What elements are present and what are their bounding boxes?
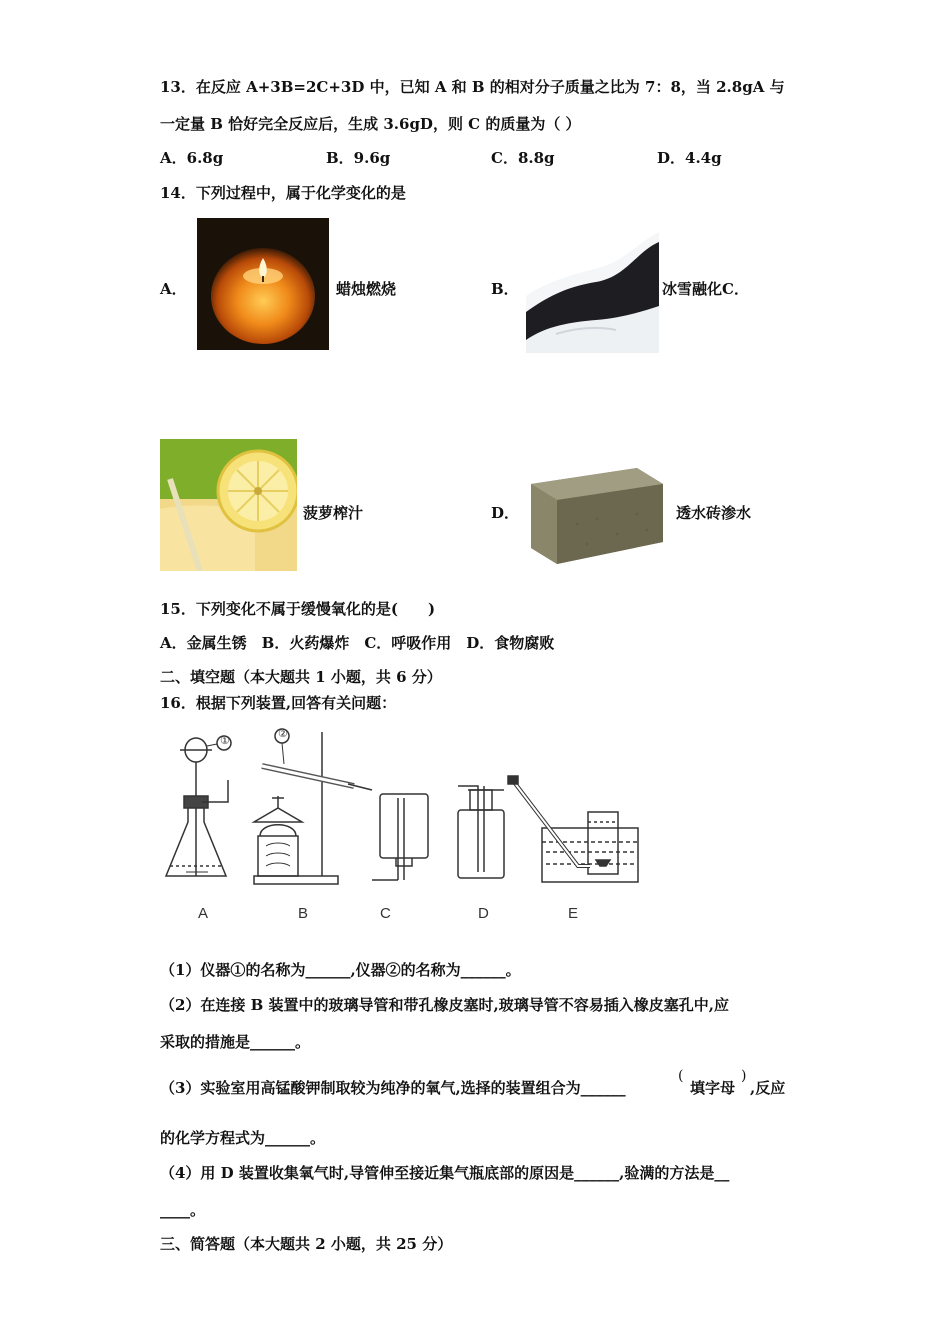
section-2-heading: 二、填空题（本大题共 1 小题，共 6 分） xyxy=(160,668,442,686)
q15-stem: 15．下列变化不属于缓慢氧化的是( ) xyxy=(160,600,436,618)
q16-part-3-paren-close: ) xyxy=(741,1068,747,1084)
q16-part-3-line1: （3）实验室用高锰酸钾制取较为纯净的氧气,选择的装置组合为______ xyxy=(160,1079,626,1097)
q14-stem: 14．下列过程中，属于化学变化的是 xyxy=(160,184,406,202)
q14-option-b-letter: B． xyxy=(491,280,519,298)
q16-part-2-line1: （2）在连接 B 装置中的玻璃导管和带孔橡皮塞时,玻璃导管不容易插入橡皮塞孔中,应 xyxy=(160,996,730,1014)
apparatus-label-a: A xyxy=(198,905,209,922)
q16-stem: 16．根据下列装置,回答有关问题： xyxy=(160,694,397,712)
marker-2: ② xyxy=(278,728,288,740)
q13-line2: 一定量 B 恰好完全反应后，生成 3.6gD，则 C 的质量为（ ） xyxy=(160,115,581,133)
q14-option-a-letter: A． xyxy=(160,280,187,298)
apparatus-d xyxy=(458,786,504,878)
q14-option-d-letter: D． xyxy=(491,504,520,522)
apparatus-b xyxy=(254,732,372,884)
q13-option-a: A．6.8g xyxy=(160,149,224,167)
q16-part-1: （1）仪器①的名称为______,仪器②的名称为______。 xyxy=(160,961,521,979)
marker-1: ① xyxy=(220,735,230,747)
q16-part-4-line1: （4）用 D 装置收集氧气时,导管伸至接近集气瓶底部的原因是______,验满的方法是__ xyxy=(160,1164,730,1182)
q16-part-3-fill-hint: 填字母 xyxy=(690,1079,736,1097)
q14-option-a-text: 蜡烛燃烧 xyxy=(336,280,397,298)
q13-option-c: C．8.8g xyxy=(491,149,555,167)
lemon-juice-image xyxy=(160,439,297,571)
q14-option-c-text: 菠萝榨汁 xyxy=(303,504,364,522)
q14-option-d-text: 透水砖渗水 xyxy=(676,504,752,522)
q16-part-3-after: ,反应 xyxy=(750,1079,786,1097)
apparatus-diagram xyxy=(158,726,648,926)
section-3-heading: 三、简答题（本大题共 2 小题，共 25 分） xyxy=(160,1235,453,1253)
q14-option-b-text: 冰雪融化C． xyxy=(662,280,749,298)
apparatus-label-c: C xyxy=(380,905,391,922)
apparatus-c xyxy=(372,794,428,880)
apparatus-label-e: E xyxy=(568,905,579,922)
q16-part-2-line2: 采取的措施是______。 xyxy=(160,1033,311,1051)
q13-option-d: D．4.4g xyxy=(657,149,722,167)
apparatus-e xyxy=(508,776,638,882)
q15-options: A．金属生锈 B．火药爆炸 C．呼吸作用 D．食物腐败 xyxy=(160,634,555,652)
melting-snow-image xyxy=(526,222,659,353)
apparatus-a xyxy=(166,738,228,876)
q16-part-3-paren-open: ( xyxy=(678,1068,684,1084)
apparatus-label-b: B xyxy=(298,905,309,922)
q13-line1: 13．在反应 A+3B=2C+3D 中，已知 A 和 B 的相对分子质量之比为 7：8，当 2.8gA 与 xyxy=(160,78,785,96)
apparatus-label-d: D xyxy=(478,905,489,922)
candle-image xyxy=(197,218,329,350)
q16-part-3-line2: 的化学方程式为______。 xyxy=(160,1129,326,1147)
q16-part-4-line2: ____。 xyxy=(160,1201,206,1219)
q13-option-b: B．9.6g xyxy=(326,149,391,167)
permeable-brick-image xyxy=(527,464,664,567)
